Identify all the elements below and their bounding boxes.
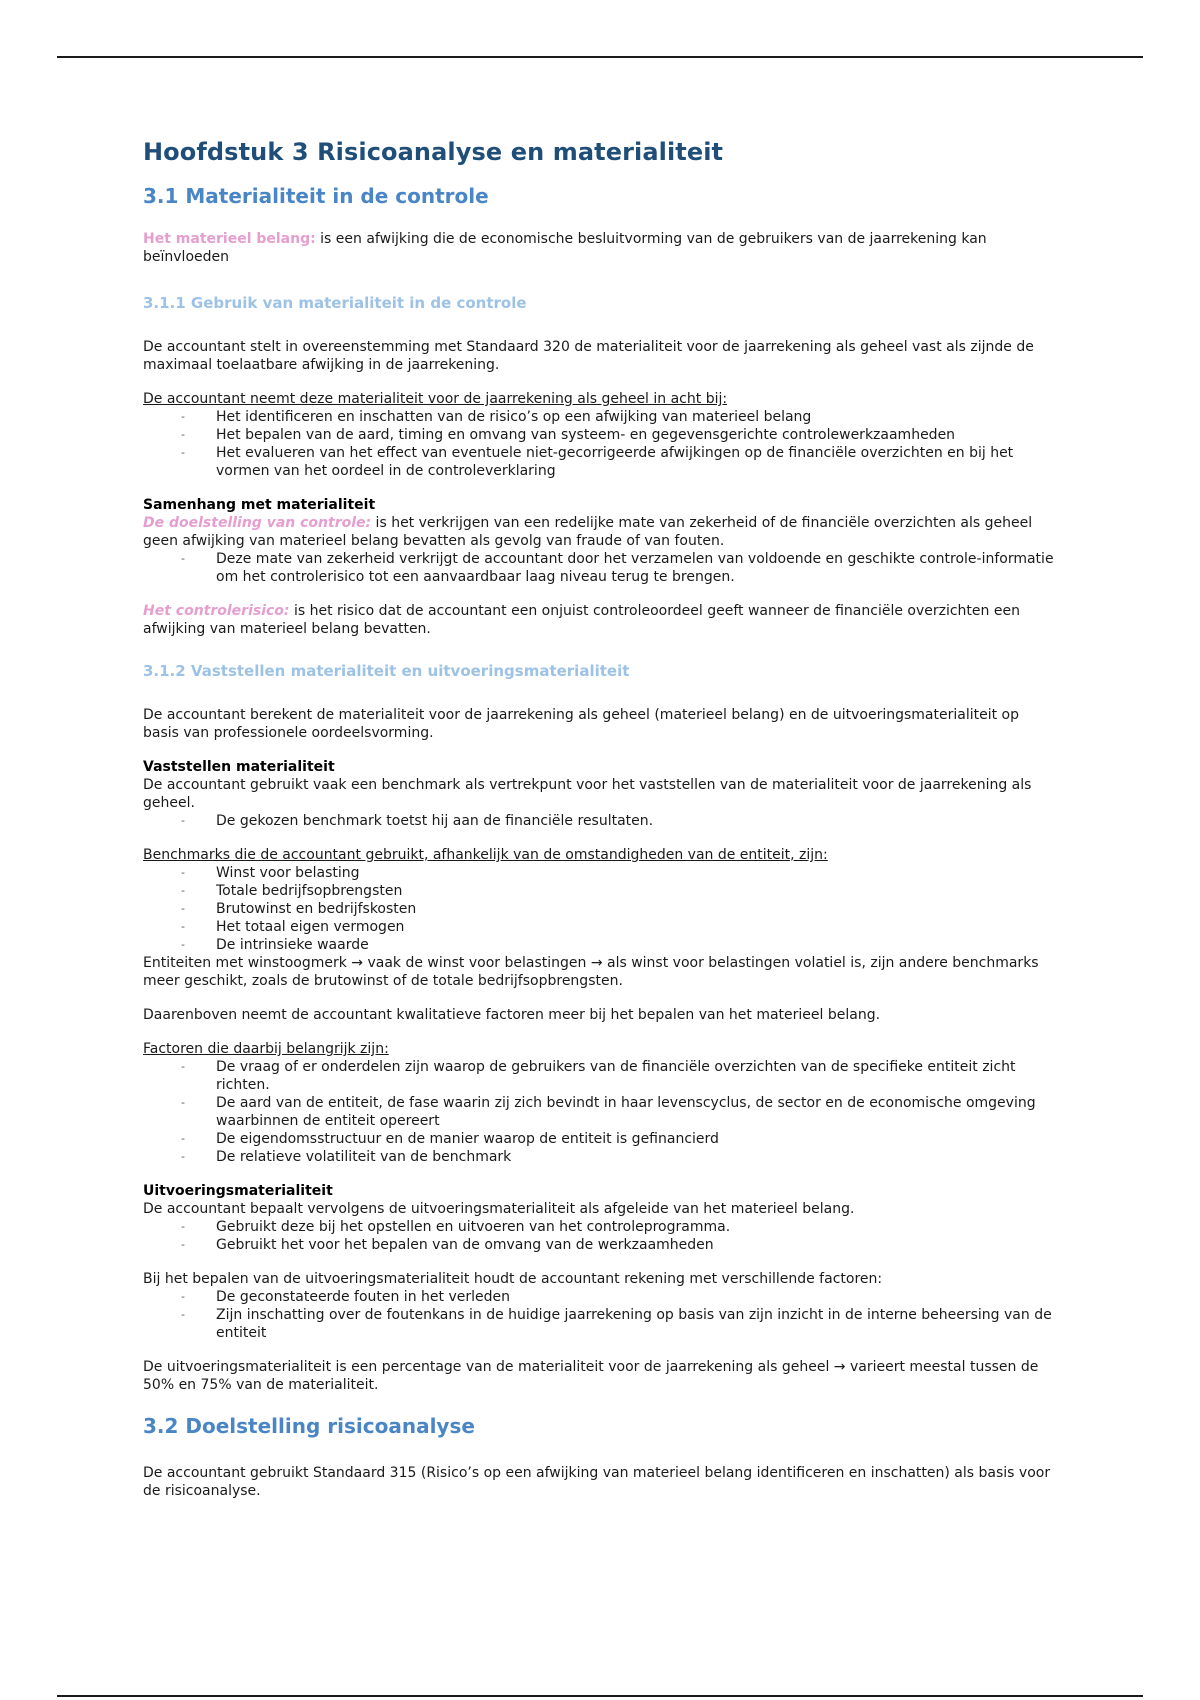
list-factoren-uitvoering (143, 1288, 1058, 1342)
doelstelling-text: is het verkrijgen van een redelijke mate van zekerheid of de financiële overzichten als geheel geen afwijking van materieel belang bevatten als gevolg van fraude of van fouten. (143, 515, 1033, 549)
factoren-intro: Factoren die daarbij belangrijk zijn: (143, 1041, 389, 1057)
paragraph-winstoogmerk: Entiteiten met winstoogmerk → vaak de winst voor belastingen → als winst voor belastingen volatiel is, zijn andere benchmarks meer geschikt, zoals de brutowinst of de totale bedrijfsopbrengsten. (143, 955, 1039, 989)
paragraph-controlerisico (143, 602, 1058, 638)
vaststellen-text: De accountant gebruikt vaak een benchmark als vertrekpunt voor het vaststellen van de materialiteit voor de jaarrekening als geheel. (143, 777, 1032, 811)
term-controlerisico: Het controlerisico: (143, 603, 290, 619)
list-item: - Het bepalen van de aard, timing en omvang van systeem- en gegevensgerichte controlewerkzaamheden (143, 426, 1058, 444)
list-item: - De intrinsieke waarde (143, 936, 1058, 954)
list-item: - Deze mate van zekerheid verkrijgt de accountant door het verzamelen van voldoende en geschikte controle-informatie om het controlerisico tot een aanvaardbaar laag niveau terug te brengen. (143, 550, 1058, 586)
list-item: - De eigendomsstructuur en de manier waarop de entiteit is gefinancierd (143, 1130, 1058, 1148)
top-rule (57, 56, 1143, 58)
term-doelstelling: De doelstelling van controle: (143, 515, 372, 531)
list-item: - De geconstateerde fouten in het verleden (143, 1288, 1058, 1306)
list-benchmarks (143, 864, 1058, 954)
uitvoering-block (143, 1182, 1058, 1218)
benchmarks-intro: Benchmarks die de accountant gebruikt, afhankelijk van de omstandigheden van de entiteit, zijn: (143, 847, 828, 863)
paragraph-kwalitatief: Daarenboven neemt de accountant kwalitatieve factoren meer bij het bepalen van het materieel belang. (143, 1007, 881, 1023)
list-item: - Zijn inschatting over de foutenkans in de huidige jaarrekening op basis van zijn inzicht in de interne beheersing van de entiteit (143, 1306, 1058, 1342)
chapter-title: Hoofdstuk 3 Risicoanalyse en materialiteit (143, 138, 724, 166)
list-uitvoering (143, 1218, 1058, 1254)
factoren-uitvoering-intro: Bij het bepalen van de uitvoeringsmaterialiteit houdt de accountant rekening met verschillende factoren: (143, 1271, 883, 1287)
list-item: - Totale bedrijfsopbrengsten (143, 882, 1058, 900)
paragraph-percentage: De uitvoeringsmaterialiteit is een percentage van de materialiteit voor de jaarrekening als geheel → varieert meestal tussen de 50% en 75% van de materialiteit. (143, 1359, 1039, 1393)
list-item: - De vraag of er onderdelen zijn waarop de gebruikers van de financiële overzichten van de specifieke entiteit zicht richten. (143, 1058, 1058, 1094)
list-item: - Gebruikt het voor het bepalen van de omvang van de werkzaamheden (143, 1236, 1058, 1254)
list-item: - Brutowinst en bedrijfskosten (143, 900, 1058, 918)
section-3-1-1-title: 3.1.1 Gebruik van materialiteit in de controle (143, 294, 527, 312)
controlerisico-text: is het risico dat de accountant een onjuist controleoordeel geeft wanneer de financiële overzichten een afwijking van materieel belang bevatten. (143, 603, 1020, 637)
section-3-1-title: 3.1 Materialiteit in de controle (143, 184, 489, 208)
samenhang-title: Samenhang met materialiteit (143, 497, 376, 513)
paragraph-standaard-315: De accountant gebruikt Standaard 315 (Risico’s op een afwijking van materieel belang identificeren en inschatten) als basis voor de risicoanalyse. (143, 1465, 1051, 1499)
section-3-1-2-title: 3.1.2 Vaststellen materialiteit en uitvoeringsmaterialiteit (143, 662, 630, 680)
list-item: - De aard van de entiteit, de fase waarin zij zich bevindt in haar levenscyclus, de sector en de economische omgeving waarbinnen de entiteit opereert (143, 1094, 1058, 1130)
term-materieel-belang: Het materieel belang: (143, 231, 316, 247)
vaststellen-block (143, 758, 1058, 812)
list-vaststellen (143, 812, 1058, 830)
list-item: - De relatieve volatiliteit van de benchmark (143, 1148, 1058, 1166)
list-in-acht (143, 408, 1058, 480)
list-item: - Het identificeren en inschatten van de risico’s op een afwijking van materieel belang (143, 408, 1058, 426)
paragraph-berekent: De accountant berekent de materialiteit voor de jaarrekening als geheel (materieel belang) en de uitvoeringsmaterialiteit op basis van professionele oordeelsvorming. (143, 707, 1019, 741)
document-page (143, 138, 1058, 1516)
section-3-2-title: 3.2 Doelstelling risicoanalyse (143, 1414, 475, 1438)
list-item: - Het evalueren van het effect van eventuele niet-gecorrigeerde afwijkingen op de financiële overzichten en bij het vormen van het oordeel in de controleverklaring (143, 444, 1058, 480)
list-item: - Gebruikt deze bij het opstellen en uitvoeren van het controleprogramma. (143, 1218, 1058, 1236)
definition-materieel-belang (143, 230, 1058, 266)
vaststellen-title: Vaststellen materialiteit (143, 759, 335, 775)
bottom-rule (57, 1695, 1143, 1697)
uitvoering-text: De accountant bepaalt vervolgens de uitvoeringsmaterialiteit als afgeleide van het materieel belang. (143, 1201, 855, 1217)
list-intro-in-acht: De accountant neemt deze materialiteit voor de jaarrekening als geheel in acht bij: (143, 391, 728, 407)
list-item: - Het totaal eigen vermogen (143, 918, 1058, 936)
list-doelstelling (143, 550, 1058, 586)
list-factoren (143, 1058, 1058, 1166)
paragraph-standaard-320: De accountant stelt in overeenstemming met Standaard 320 de materialiteit voor de jaarrekening als geheel vast als zijnde de maximaal toelaatbare afwijking in de jaarrekening. (143, 339, 1034, 373)
definition-text: is een afwijking die de economische besluitvorming van de gebruikers van de jaarrekening kan beïnvloeden (143, 231, 987, 265)
list-item: - De gekozen benchmark toetst hij aan de financiële resultaten. (143, 812, 1058, 830)
samenhang-block (143, 496, 1058, 550)
uitvoering-title: Uitvoeringsmaterialiteit (143, 1183, 333, 1199)
list-item: - Winst voor belasting (143, 864, 1058, 882)
